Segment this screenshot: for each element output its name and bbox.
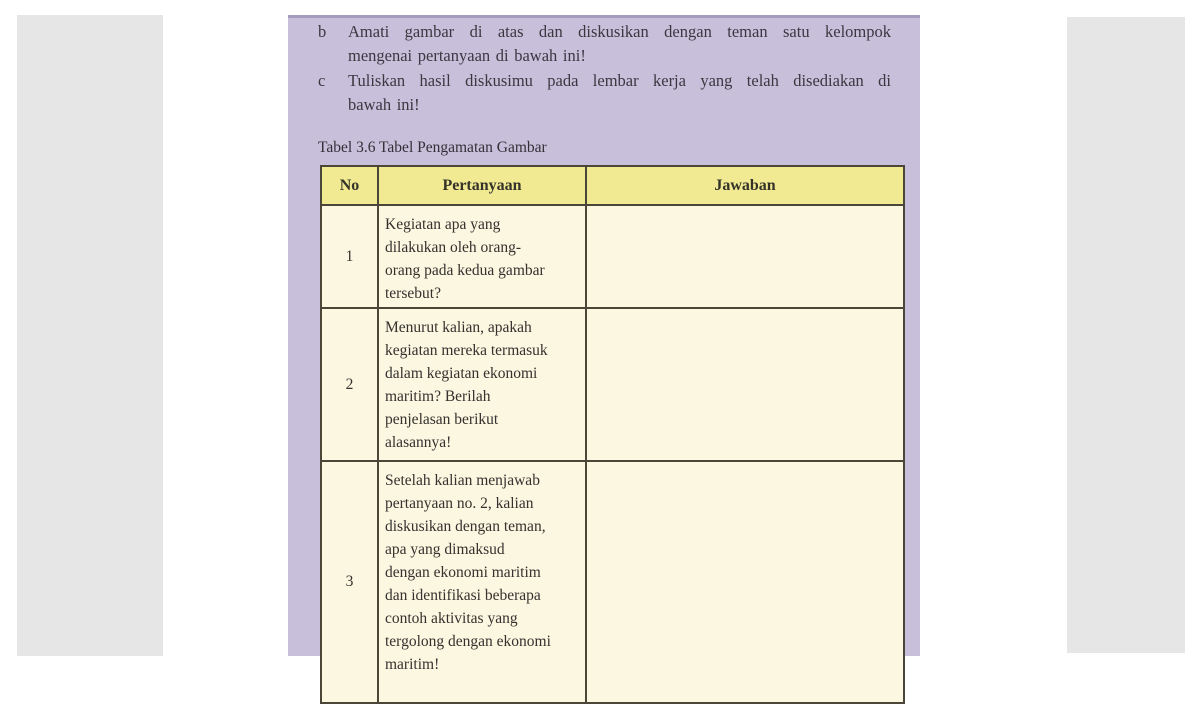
table-header-row [322, 167, 903, 206]
observation-table [320, 165, 905, 704]
book-page [288, 15, 920, 673]
row-number: 2 [322, 309, 379, 460]
instruction-text: Tuliskan hasil diskusimu pada lembar kerja yang telah disediakan di bawah ini! [348, 71, 891, 114]
row-number: 1 [322, 206, 379, 307]
table-row [322, 206, 903, 309]
instruction-label: c [318, 71, 326, 90]
question-text: Setelah kalian menjawab pertanyaan no. 2, kalian diskusikan dengan teman, apa yang dimaksud dengan ekonomi maritim dan identifikasi beberapa contoh aktivitas yang tergolong dengan ekonomi maritim! [385, 472, 551, 673]
right-page-edge [1067, 17, 1185, 653]
row-number: 3 [322, 462, 379, 702]
column-header-no: No [322, 167, 379, 204]
table-row [322, 462, 903, 702]
question-cell [379, 206, 587, 307]
column-header-jawaban: Jawaban [714, 176, 776, 194]
question-cell [379, 462, 587, 702]
question-text: Kegiatan apa yang dilakukan oleh orang- orang pada kedua gambar tersebut? [385, 216, 545, 302]
question-cell [379, 309, 587, 460]
answer-cell [587, 309, 903, 460]
question-text: Menurut kalian, apakah kegiatan mereka termasuk dalam kegiatan ekonomi maritim? Berilah penjelasan berikut alasannya! [385, 319, 548, 451]
answer-cell [587, 206, 903, 307]
table-row [322, 309, 903, 462]
instruction-list [318, 20, 891, 116]
table-caption: Tabel 3.6 Tabel Pengamatan Gambar [318, 139, 547, 156]
instruction-item-c [318, 69, 891, 116]
answer-cell [587, 462, 903, 702]
left-page-edge [17, 15, 163, 656]
instruction-item-b [318, 20, 891, 67]
column-header-pertanyaan: Pertanyaan [379, 167, 587, 204]
instruction-text: Amati gambar di atas dan diskusikan dengan teman satu kelompok mengenai pertanyaan di bawah ini! [348, 22, 891, 65]
instruction-label: b [318, 22, 327, 41]
